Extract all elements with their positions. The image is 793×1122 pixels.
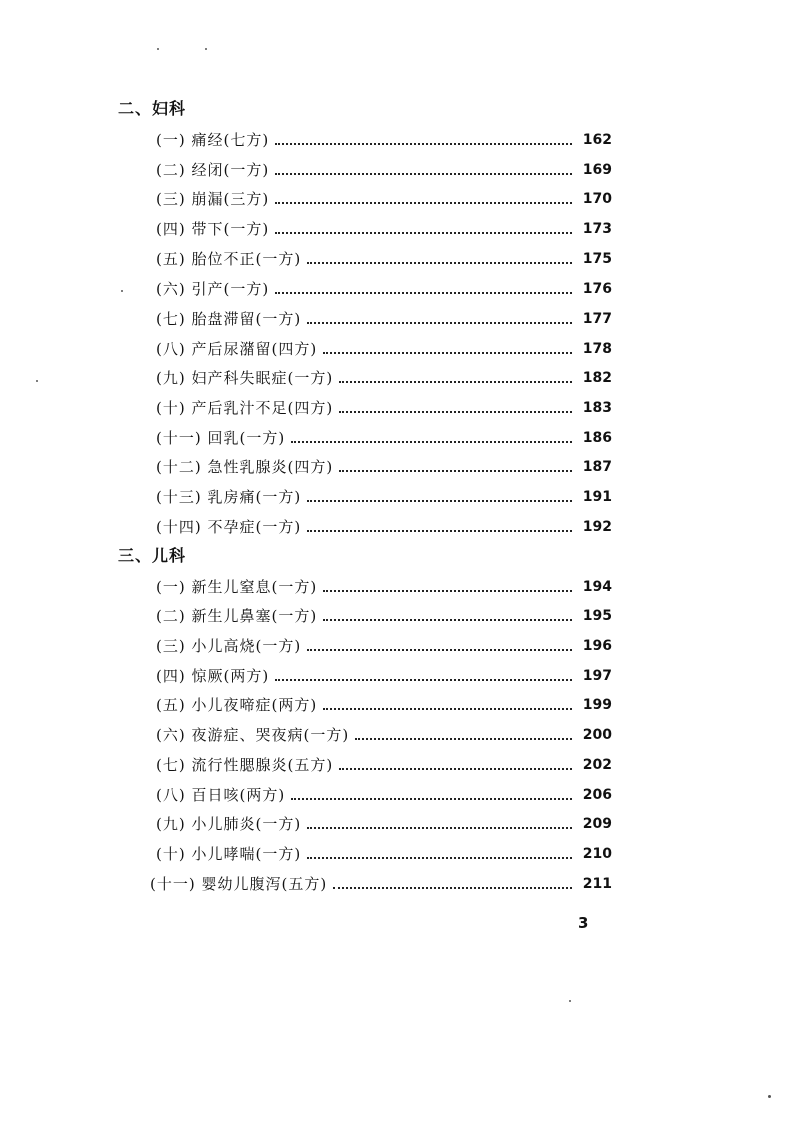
toc-entry-label: (十) 小儿哮喘(一方) (156, 845, 302, 863)
toc-entry-page: 175 (582, 251, 612, 267)
toc-entry-page: 178 (582, 341, 612, 357)
toc-entry[interactable] (156, 694, 612, 716)
scan-speck (36, 380, 38, 382)
toc-entry-label: (六) 夜游症、哭夜病(一方) (156, 726, 350, 744)
toc-entry-label: (五) 胎位不正(一方) (156, 250, 302, 268)
dot-leader (307, 260, 572, 264)
dot-leader (307, 825, 572, 829)
dot-leader (275, 677, 572, 681)
toc-entry-label: (八) 百日咳(两方) (156, 786, 286, 804)
toc-entry-page: 192 (582, 519, 612, 535)
toc-entry-label: (二) 经闭(一方) (156, 161, 270, 179)
toc-entry-label: (三) 崩漏(三方) (156, 190, 270, 208)
toc-entry[interactable] (156, 813, 612, 835)
toc-entry[interactable] (156, 397, 612, 419)
toc-entry[interactable] (156, 218, 612, 240)
toc-entry[interactable] (150, 873, 612, 895)
scan-speck (569, 1000, 571, 1002)
toc-entry-label: (三) 小儿高烧(一方) (156, 637, 302, 655)
toc-entry-page: 162 (582, 132, 612, 148)
toc-entry-page: 209 (582, 816, 612, 832)
scan-speck (205, 48, 207, 50)
toc-entry[interactable] (156, 427, 612, 449)
toc-entry[interactable] (156, 188, 612, 210)
toc-entry-page: 177 (582, 311, 612, 327)
toc-entry[interactable] (156, 576, 612, 598)
toc-entry-page: 202 (582, 757, 612, 773)
toc-entry[interactable] (156, 843, 612, 865)
scan-speck (768, 1095, 771, 1098)
section-heading-gynecology: 二、妇科 (118, 99, 187, 118)
toc-entry[interactable] (156, 248, 612, 270)
dot-leader (339, 379, 572, 383)
scan-speck (121, 290, 123, 292)
toc-entry-page: 182 (582, 370, 612, 386)
dot-leader (275, 230, 572, 234)
toc-entry-label: (一) 新生儿窒息(一方) (156, 578, 318, 596)
toc-entry-label: (九) 妇产科失眠症(一方) (156, 369, 334, 387)
dot-leader (323, 706, 572, 710)
toc-entry-page: 187 (582, 459, 612, 475)
dot-leader (307, 647, 572, 651)
page-number: 3 (578, 914, 589, 932)
dot-leader (333, 885, 572, 889)
toc-entry-page: 194 (582, 579, 612, 595)
toc-entry[interactable] (156, 129, 612, 151)
toc-entry-page: 206 (582, 787, 612, 803)
toc-entry-page: 196 (582, 638, 612, 654)
toc-entry-label: (十一) 婴幼儿腹泻(五方) (150, 875, 328, 893)
toc-entry-label: (十四) 不孕症(一方) (156, 518, 302, 536)
toc-entry[interactable] (156, 724, 612, 746)
dot-leader (339, 766, 572, 770)
toc-entry[interactable] (156, 278, 612, 300)
toc-entry-page: 170 (582, 191, 612, 207)
toc-entry[interactable] (156, 784, 612, 806)
toc-entry-label: (十三) 乳房痛(一方) (156, 488, 302, 506)
dot-leader (275, 290, 572, 294)
dot-leader (275, 171, 572, 175)
toc-entry-label: (七) 流行性腮腺炎(五方) (156, 756, 334, 774)
toc-entry-label: (八) 产后尿潴留(四方) (156, 340, 318, 358)
toc-entry[interactable] (156, 635, 612, 657)
toc-entry-page: 176 (582, 281, 612, 297)
toc-entry-page: 195 (582, 608, 612, 624)
toc-entry[interactable] (156, 159, 612, 181)
toc-entry-page: 186 (582, 430, 612, 446)
toc-entry[interactable] (156, 665, 612, 687)
toc-entry-label: (四) 惊厥(两方) (156, 667, 270, 685)
toc-entry-label: (十二) 急性乳腺炎(四方) (156, 458, 334, 476)
toc-entry-page: 200 (582, 727, 612, 743)
dot-leader (291, 439, 572, 443)
toc-entry[interactable] (156, 754, 612, 776)
toc-entry-label: (十一) 回乳(一方) (156, 429, 286, 447)
scan-speck (157, 48, 159, 50)
toc-entry-page: 169 (582, 162, 612, 178)
toc-entry[interactable] (156, 456, 612, 478)
dot-leader (275, 200, 572, 204)
dot-leader (323, 617, 572, 621)
toc-entry[interactable] (156, 338, 612, 360)
dot-leader (323, 350, 572, 354)
toc-entry-label: (二) 新生儿鼻塞(一方) (156, 607, 318, 625)
dot-leader (291, 796, 572, 800)
dot-leader (307, 320, 572, 324)
toc-entry-label: (一) 痛经(七方) (156, 131, 270, 149)
toc-entry[interactable] (156, 367, 612, 389)
toc-entry-page: 191 (582, 489, 612, 505)
toc-entry-label: (十) 产后乳汁不足(四方) (156, 399, 334, 417)
dot-leader (307, 528, 572, 532)
dot-leader (339, 468, 572, 472)
dot-leader (323, 588, 572, 592)
dot-leader (307, 855, 572, 859)
dot-leader (307, 498, 572, 502)
toc-entry-page: 210 (582, 846, 612, 862)
toc-entry-page: 173 (582, 221, 612, 237)
toc-entry[interactable] (156, 308, 612, 330)
dot-leader (355, 736, 572, 740)
dot-leader (339, 409, 572, 413)
toc-entry-page: 199 (582, 697, 612, 713)
toc-entry-label: (六) 引产(一方) (156, 280, 270, 298)
toc-entry-label: (九) 小儿肺炎(一方) (156, 815, 302, 833)
section-heading-pediatrics: 三、儿科 (118, 546, 187, 565)
toc-entry-label: (四) 带下(一方) (156, 220, 270, 238)
toc-entry-label: (五) 小儿夜啼症(两方) (156, 696, 318, 714)
dot-leader (275, 141, 572, 145)
toc-entry-label: (七) 胎盘滞留(一方) (156, 310, 302, 328)
toc-entry[interactable] (156, 486, 612, 508)
toc-entry-page: 183 (582, 400, 612, 416)
toc-entry[interactable] (156, 605, 612, 627)
toc-entry-page: 197 (582, 668, 612, 684)
toc-entry-page: 211 (582, 876, 612, 892)
toc-entry[interactable] (156, 516, 612, 538)
